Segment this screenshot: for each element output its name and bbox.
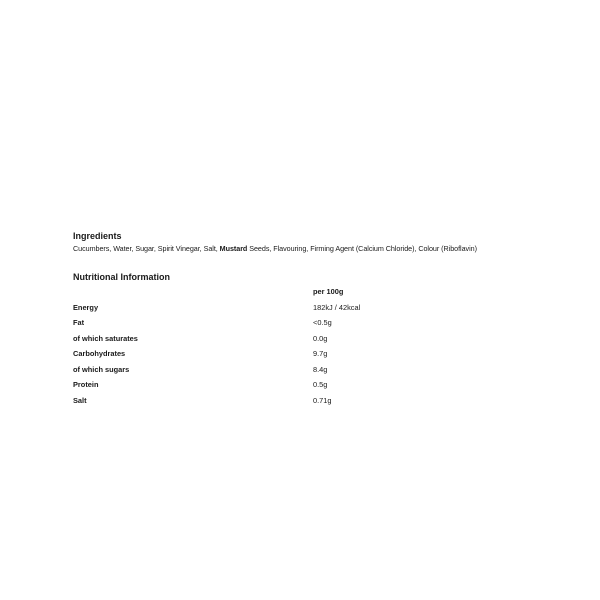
nutrition-row-saturates — [73, 333, 393, 349]
nutrition-header-row — [73, 286, 393, 302]
nutrition-heading: Nutritional Information — [73, 272, 170, 282]
nutrient-value: 0.71g — [313, 395, 332, 405]
nutrient-label: Carbohydrates — [73, 349, 126, 358]
nutrient-label: Protein — [73, 380, 99, 389]
ingredients-text-part: Cucumbers, Water, Sugar, Spirit Vinegar, Salt, — [73, 244, 220, 253]
nutrient-label: of which saturates — [73, 333, 138, 343]
ingredients-heading: Ingredients — [73, 231, 122, 241]
nutrient-value: 182kJ / 42kcal — [313, 302, 361, 312]
nutrient-label: Salt — [73, 395, 87, 405]
nutrition-row-carbohydrates — [73, 348, 393, 364]
nutrition-row-protein — [73, 379, 393, 395]
nutrient-value: 8.4g — [313, 364, 328, 374]
nutrient-label: Energy — [73, 302, 99, 312]
nutrition-row-fat — [73, 317, 393, 333]
per-100g-column-header: per 100g — [313, 287, 344, 296]
ingredients-text-part: Seeds, Flavouring, Firming Agent (Calcium Chloride), Colour (Riboflavin) — [247, 244, 477, 253]
nutrient-value: 0.5g — [313, 380, 328, 389]
allergen-highlight: Mustard — [219, 244, 248, 253]
nutrition-table — [73, 286, 393, 410]
nutrient-label: of which sugars — [73, 364, 130, 374]
ingredients-list — [73, 244, 477, 253]
nutrient-label: Fat — [73, 318, 85, 327]
nutrition-row-sugars — [73, 364, 393, 380]
nutrition-row-energy — [73, 302, 393, 318]
nutrient-value: 9.7g — [313, 349, 328, 358]
nutrient-value: 0.0g — [313, 333, 328, 343]
nutrient-value: <0.5g — [313, 318, 332, 327]
nutrition-row-salt — [73, 395, 393, 411]
